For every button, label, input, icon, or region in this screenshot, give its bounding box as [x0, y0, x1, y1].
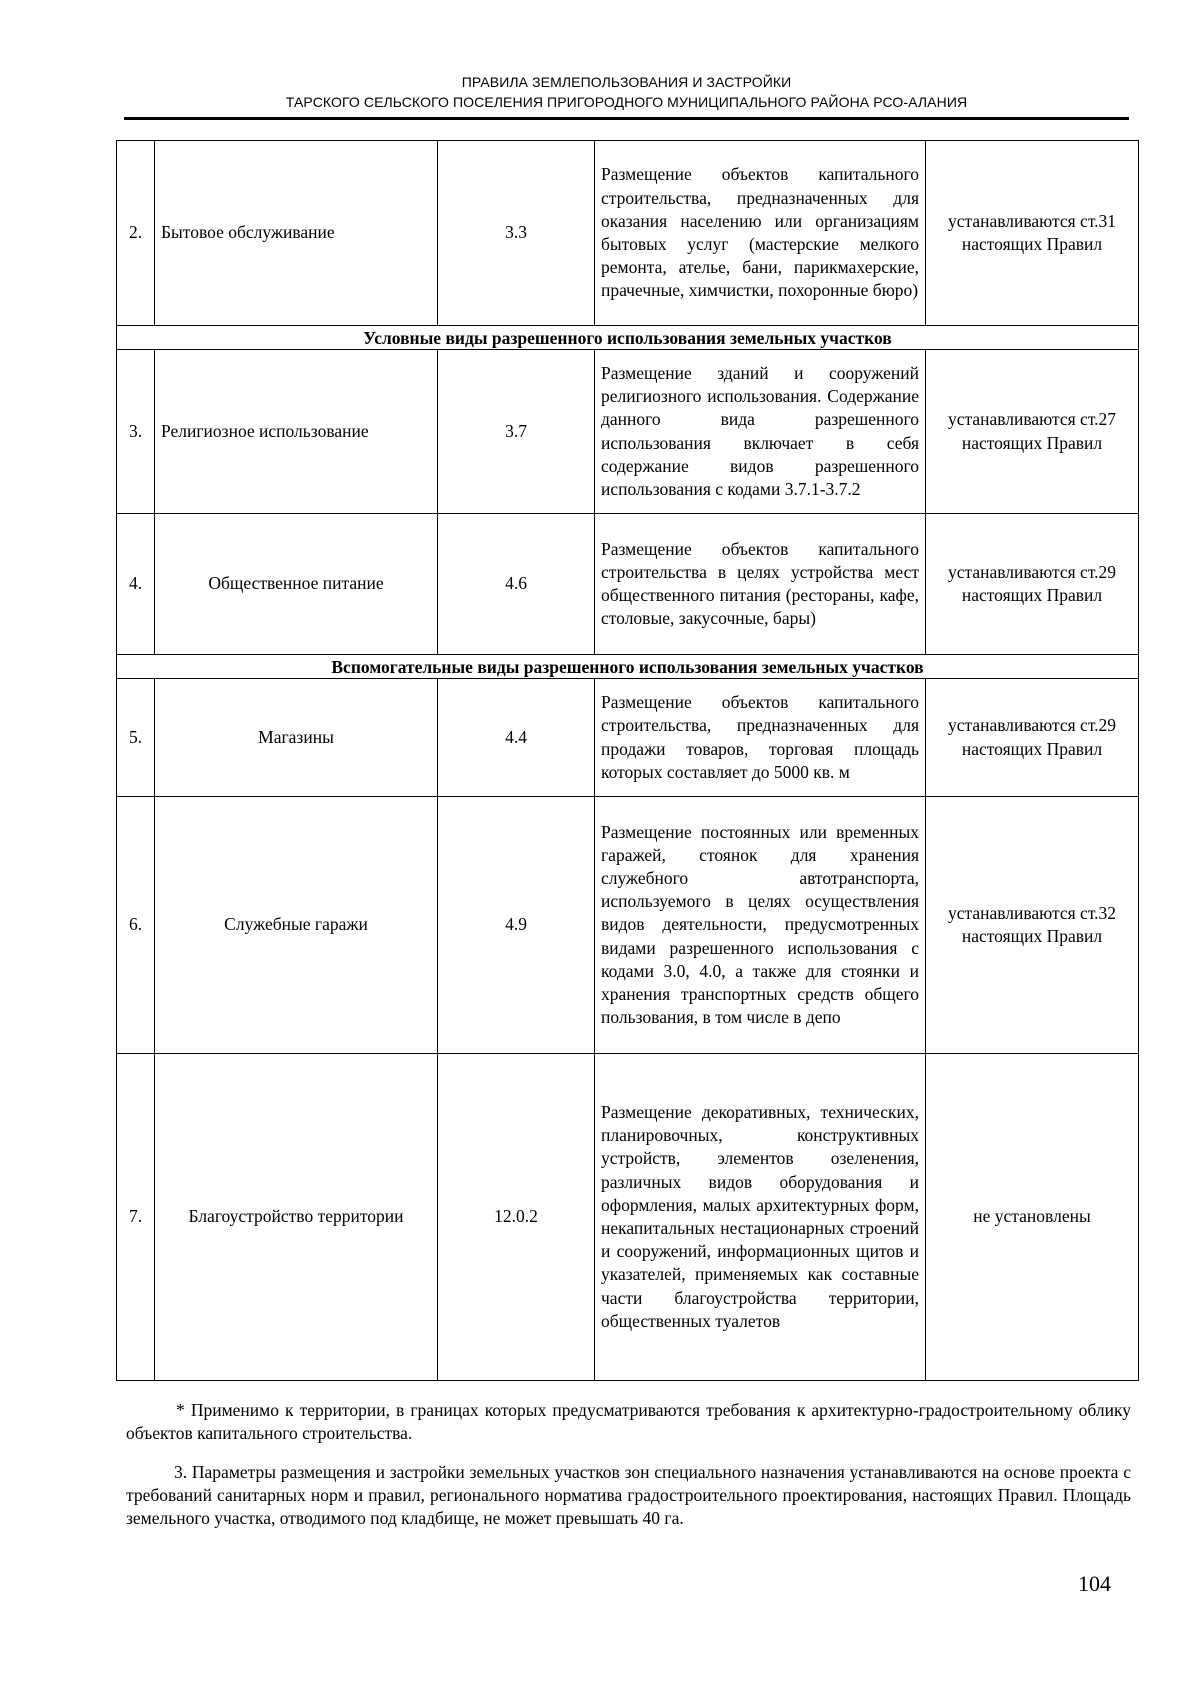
use-description-text: Размещение объектов капитального строительства, предназначенных для продажи товаров, торговая площадь которых составляет до 5000 кв. м	[601, 692, 919, 782]
use-code: 4.9	[438, 797, 595, 1054]
table-row	[117, 797, 1139, 1054]
table-row	[117, 141, 1139, 326]
use-description	[595, 141, 926, 326]
use-parameters: не установлены	[926, 1054, 1139, 1381]
use-code: 3.3	[438, 141, 595, 326]
use-description	[595, 514, 926, 655]
use-parameters: устанавливаются ст.27 настоящих Правил	[926, 350, 1139, 514]
header-rule	[124, 117, 1129, 120]
header-title-line2: ТАРСКОГО СЕЛЬСКОГО ПОСЕЛЕНИЯ ПРИГОРОДНОГО МУНИЦИПАЛЬНОГО РАЙОНА РСО-АЛАНИЯ	[285, 94, 968, 110]
use-name: Благоустройство территории	[155, 1054, 438, 1381]
use-description-text: Размещение объектов капитального строительства, предназначенных для оказания населению или организациям бытовых услуг (мастерские мелкого ремонта, ателье, бани, парикмахерские, прачечные, химчистки, похоронные бюро)	[601, 164, 919, 301]
table-row	[117, 514, 1139, 655]
use-name: Бытовое обслуживание	[155, 141, 438, 326]
row-number: 6.	[117, 797, 155, 1054]
page-number: 104	[1078, 1571, 1111, 1596]
row-number: 5.	[117, 679, 155, 797]
use-description-text: Размещение декоративных, технических, планировочных, конструктивных устройств, элементов озеленения, различных видов оборудования и оформления, малых архитектурных форм, некапитальных нестационарных строений и сооружений, информационных щитов и указателей, применяемых как составные части благоустройства территории, общественных туалетов	[601, 1101, 919, 1331]
use-parameters: устанавливаются ст.31 настоящих Правил	[926, 141, 1139, 326]
row-number: 3.	[117, 350, 155, 514]
use-description	[595, 350, 926, 514]
use-parameters: устанавливаются ст.29 настоящих Правил	[926, 514, 1139, 655]
use-name: Магазины	[155, 679, 438, 797]
use-code: 3.7	[438, 350, 595, 514]
row-number: 4.	[117, 514, 155, 655]
use-parameters: устанавливаются ст.32 настоящих Правил	[926, 797, 1139, 1054]
use-code: 4.6	[438, 514, 595, 655]
use-parameters: устанавливаются ст.29 настоящих Правил	[926, 679, 1139, 797]
table-row	[117, 679, 1139, 797]
header-title-line1: ПРАВИЛА ЗЕМЛЕПОЛЬЗОВАНИЯ И ЗАСТРОЙКИ	[461, 74, 792, 90]
section-row-auxiliary	[117, 655, 1139, 679]
row-number: 2.	[117, 141, 155, 326]
use-code: 12.0.2	[438, 1054, 595, 1381]
section-title-conditional: Условные виды разрешенного использования земельных участков	[117, 326, 1139, 350]
use-name: Религиозное использование	[155, 350, 438, 514]
use-code: 4.4	[438, 679, 595, 797]
use-description-text: Размещение постоянных или временных гаражей, стоянок для хранения служебного автотранспорта, используемого в целях осуществления видов деятельности, предусмотренных видами разрешенного использования с кодами 3.0, 4.0, а также для стоянки и хранения транспортных средств общего пользования, в том числе в депо	[601, 821, 919, 1028]
section-row-conditional	[117, 326, 1139, 350]
table-row	[117, 1054, 1139, 1381]
section-title-auxiliary: Вспомогательные виды разрешенного использования земельных участков	[117, 655, 1139, 679]
use-description-text: Размещение объектов капитального строительства в целях устройства мест общественного питания (рестораны, кафе, столовые, закусочные, бары)	[601, 538, 919, 629]
land-use-table	[116, 140, 1139, 1381]
use-name: Служебные гаражи	[155, 797, 438, 1054]
footnote: * Применимо к территории, в границах которых предусматриваются требования к архитектурно-градостроительному облику объектов капитального строительства.	[126, 1400, 1131, 1443]
row-number: 7.	[117, 1054, 155, 1381]
use-description	[595, 1054, 926, 1381]
table-row	[117, 350, 1139, 514]
use-description-text: Размещение зданий и сооружений религиозного использования. Содержание данного вида разрешенного использования включает в себя содержание видов разрешенного использования с кодами 3.7.1-3.7.2	[601, 362, 919, 499]
document-header	[124, 72, 1129, 112]
use-description	[595, 679, 926, 797]
paragraph-3: 3. Параметры размещения и застройки земельных участков зон специального назначения устанавливаются на основе проекта с требований санитарных норм и правил, регионального норматива градостроительного проектирования, настоящих Правил. Площадь земельного участка, отводимого под кладбище, не может превышать 40 га.	[126, 1462, 1131, 1528]
use-name: Общественное питание	[155, 514, 438, 655]
use-description	[595, 797, 926, 1054]
